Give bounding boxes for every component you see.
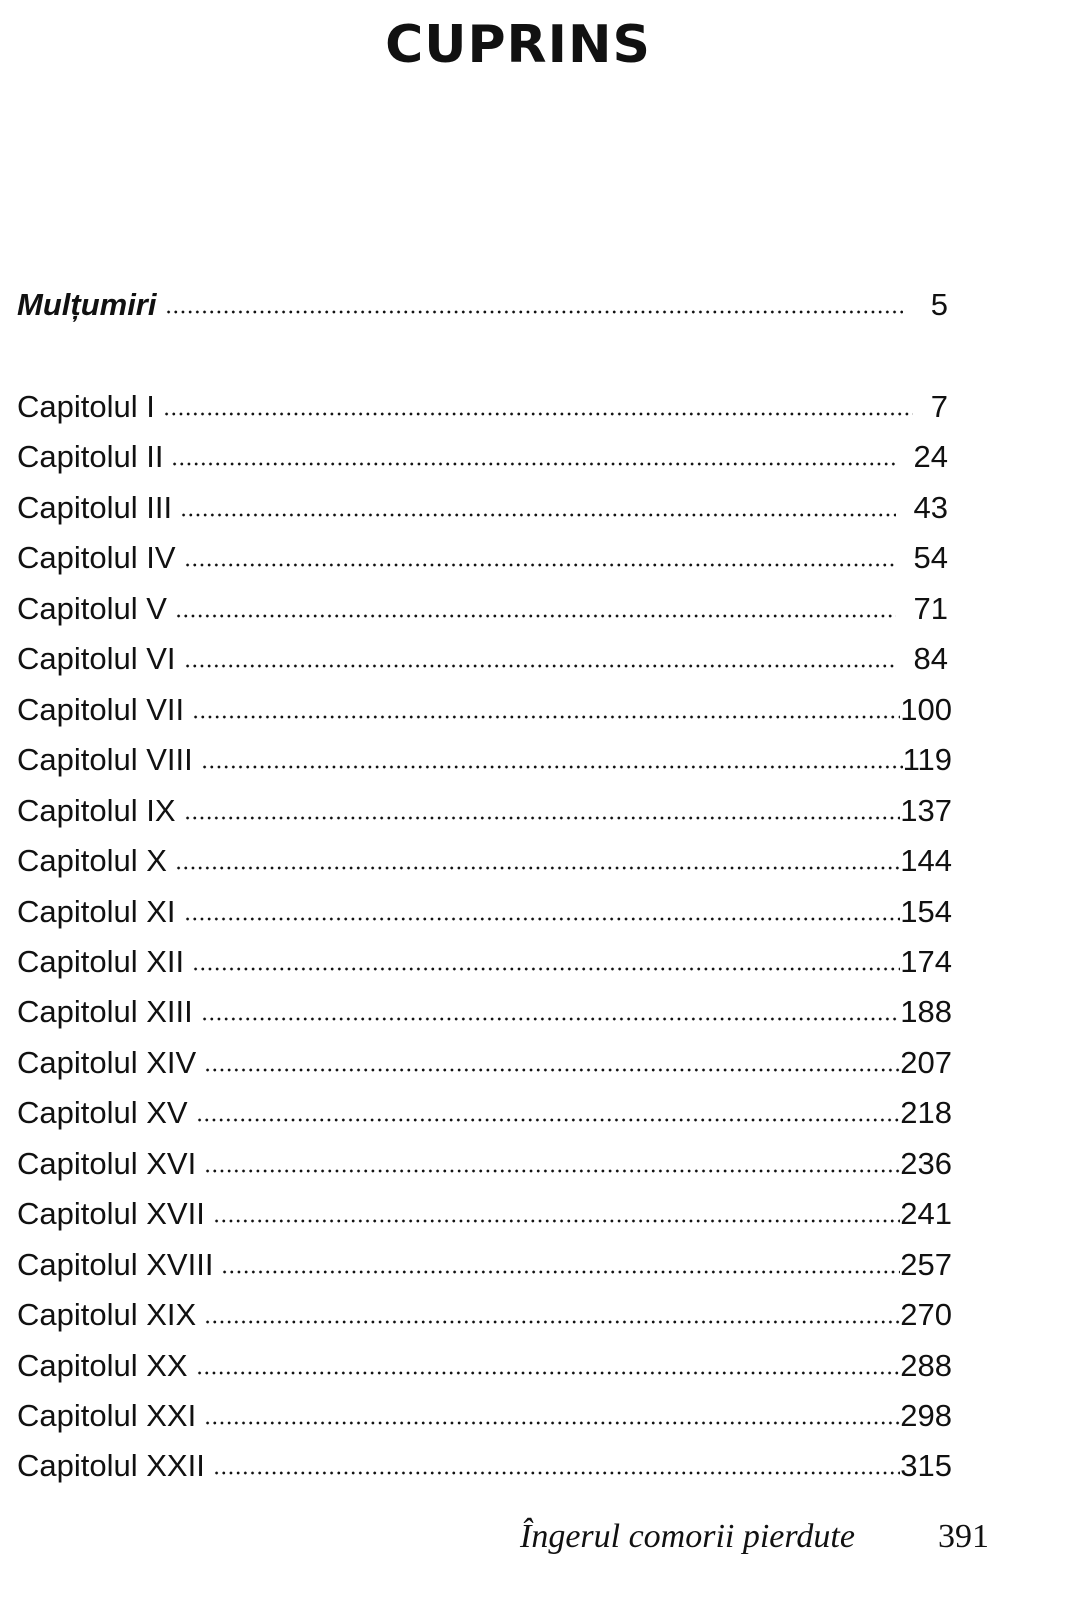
toc-entry-label: Capitolul XII bbox=[17, 943, 185, 979]
toc-entry-label: Capitolul IX bbox=[17, 792, 176, 828]
toc-entry-label: Capitolul XXI bbox=[17, 1398, 197, 1433]
dot-leader bbox=[165, 295, 903, 315]
toc-entry-label: Capitolul XVIII bbox=[17, 1246, 214, 1282]
toc-entry-label: Capitolul XVI bbox=[17, 1145, 197, 1181]
toc-entry-page: 315 bbox=[900, 1448, 952, 1484]
toc-entry-label: Capitolul X bbox=[17, 843, 167, 879]
toc-entry-chapter[interactable] bbox=[17, 1243, 952, 1287]
toc-entry-chapter[interactable] bbox=[17, 587, 948, 631]
toc-entry-page: 236 bbox=[900, 1145, 952, 1181]
toc-entry-page: 137 bbox=[900, 792, 952, 828]
toc-entry-chapter[interactable] bbox=[17, 940, 952, 984]
toc-entry-page: 257 bbox=[900, 1246, 952, 1282]
dot-leader bbox=[184, 548, 896, 568]
toc-entry-label: Capitolul XV bbox=[17, 1095, 188, 1131]
toc-entry-page: 144 bbox=[900, 843, 952, 879]
running-footer-title: Îngerul comorii pierdute bbox=[520, 1518, 855, 1555]
toc-entry-label: Capitolul VIII bbox=[17, 742, 193, 778]
toc-entry-page: 218 bbox=[900, 1095, 952, 1131]
toc-entry-chapter[interactable] bbox=[17, 789, 952, 833]
toc-entry-label: Capitolul XI bbox=[17, 893, 176, 929]
toc-entry-acknowledgements[interactable] bbox=[17, 283, 948, 327]
toc-entry-label: Capitolul XIX bbox=[17, 1297, 197, 1333]
toc-entry-page: 5 bbox=[930, 287, 948, 322]
toc-entry-page: 188 bbox=[900, 994, 952, 1030]
toc-entry-page: 54 bbox=[913, 540, 948, 576]
toc-entry-chapter[interactable] bbox=[17, 1444, 952, 1488]
toc-entry-label: Mulțumiri bbox=[17, 287, 157, 322]
toc-entry-label: Capitolul VII bbox=[17, 691, 185, 727]
toc-entry-chapter[interactable] bbox=[17, 990, 952, 1034]
toc-entry-page: 270 bbox=[900, 1297, 952, 1333]
toc-entry-label: Capitolul XIII bbox=[17, 994, 193, 1030]
dot-leader bbox=[184, 902, 901, 922]
toc-entry-chapter[interactable] bbox=[17, 688, 952, 732]
toc-entry-chapter[interactable] bbox=[17, 1293, 952, 1337]
page-title: CUPRINS bbox=[385, 15, 651, 75]
dot-leader bbox=[204, 1053, 900, 1073]
page-number: 391 bbox=[938, 1518, 989, 1555]
toc-entry-chapter[interactable] bbox=[17, 890, 952, 934]
dot-leader bbox=[192, 952, 900, 972]
toc-entry-label: Capitolul VI bbox=[17, 641, 176, 677]
toc-entry-label: Capitolul I bbox=[17, 389, 155, 424]
dot-leader bbox=[196, 1103, 901, 1123]
dot-leader bbox=[192, 700, 900, 720]
toc-entry-page: 100 bbox=[900, 691, 952, 727]
dot-leader bbox=[196, 1356, 901, 1376]
dot-leader bbox=[184, 649, 896, 669]
toc-entry-label: Capitolul III bbox=[17, 489, 173, 525]
dot-leader bbox=[180, 498, 895, 518]
toc-entry-chapter[interactable] bbox=[17, 1192, 952, 1236]
dot-leader bbox=[213, 1204, 900, 1224]
dot-leader bbox=[204, 1154, 900, 1174]
toc-entry-chapter[interactable] bbox=[17, 637, 948, 681]
toc-entry-page: 71 bbox=[913, 590, 948, 626]
toc-entry-page: 241 bbox=[900, 1196, 952, 1232]
toc-entry-label: Capitolul IV bbox=[17, 540, 176, 576]
toc-entry-page: 154 bbox=[900, 893, 952, 929]
toc-entry-page: 43 bbox=[913, 489, 948, 525]
dot-leader bbox=[184, 801, 901, 821]
toc-entry-chapter[interactable] bbox=[17, 486, 948, 530]
toc-entry-label: Capitolul V bbox=[17, 590, 167, 626]
toc-entry-page: 207 bbox=[900, 1044, 952, 1080]
dot-leader bbox=[175, 599, 896, 619]
toc-entry-label: Capitolul XXII bbox=[17, 1448, 205, 1484]
dot-leader bbox=[163, 397, 913, 417]
toc-entry-page: 288 bbox=[900, 1347, 952, 1383]
toc-entry-chapter[interactable] bbox=[17, 1142, 952, 1186]
toc-entry-page: 24 bbox=[913, 439, 948, 475]
dot-leader bbox=[204, 1305, 900, 1325]
toc-entry-page: 298 bbox=[900, 1398, 952, 1433]
toc-entry-label: Capitolul XIV bbox=[17, 1044, 197, 1080]
dot-leader bbox=[221, 1255, 900, 1275]
toc-entry-chapter[interactable] bbox=[17, 1041, 952, 1085]
dot-leader bbox=[175, 851, 900, 871]
toc-entry-label: Capitolul XX bbox=[17, 1347, 188, 1383]
toc-entry-chapter[interactable] bbox=[17, 435, 948, 479]
dot-leader bbox=[204, 1406, 900, 1426]
dot-leader bbox=[201, 750, 903, 770]
toc-entry-label: Capitolul II bbox=[17, 439, 164, 475]
toc-entry-page: 174 bbox=[900, 943, 952, 979]
toc-entry-page: 119 bbox=[902, 742, 952, 778]
toc-entry-chapter[interactable] bbox=[17, 1344, 952, 1388]
toc-entry-chapter[interactable] bbox=[17, 839, 952, 883]
toc-entry-page: 84 bbox=[913, 641, 948, 677]
toc-entry-page: 7 bbox=[930, 389, 948, 424]
toc-entry-label: Capitolul XVII bbox=[17, 1196, 205, 1232]
toc-entry-chapter[interactable] bbox=[17, 536, 948, 580]
dot-leader bbox=[213, 1456, 900, 1476]
dot-leader bbox=[171, 447, 895, 467]
toc-entry-chapter[interactable] bbox=[17, 385, 948, 429]
dot-leader bbox=[201, 1002, 901, 1022]
toc-entry-chapter[interactable] bbox=[17, 738, 952, 782]
toc-entry-chapter[interactable] bbox=[17, 1394, 952, 1438]
toc-entry-chapter[interactable] bbox=[17, 1091, 952, 1135]
